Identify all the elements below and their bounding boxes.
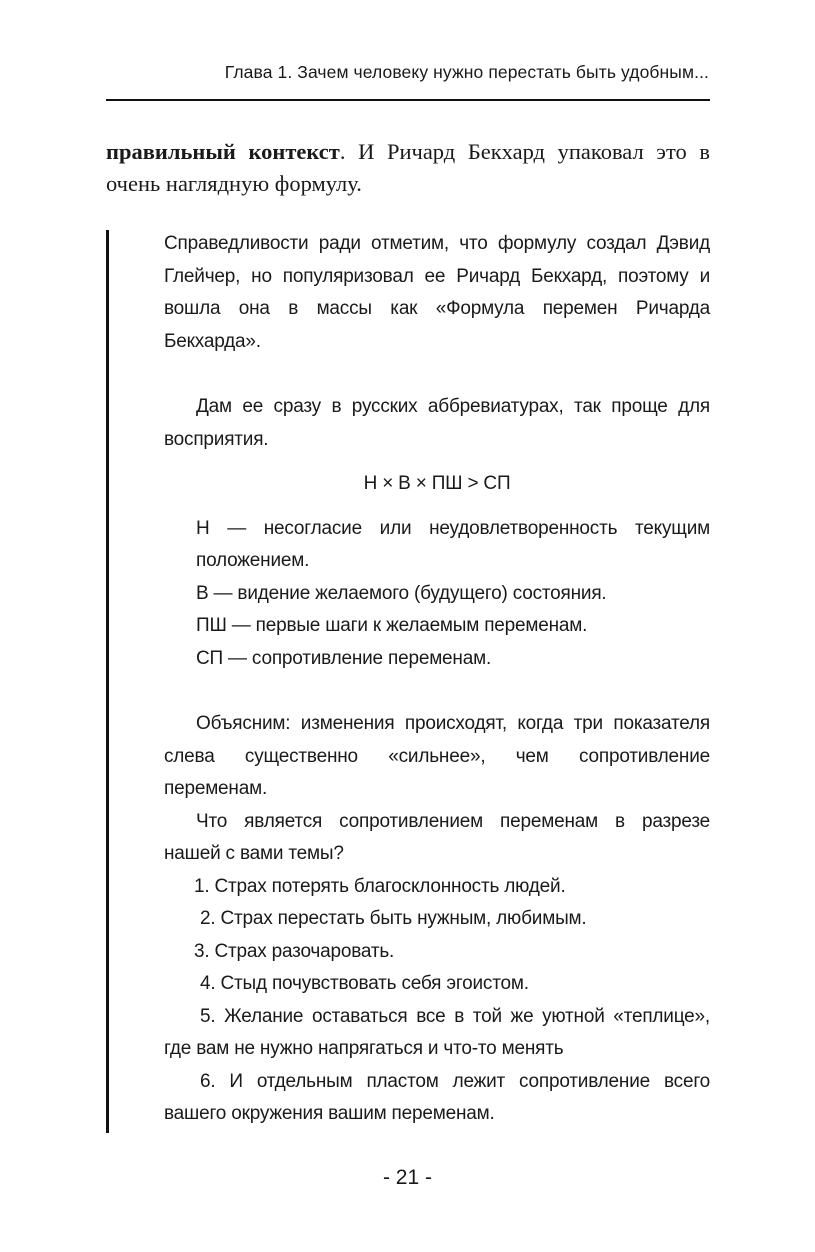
definition-item: В — видение желаемого (будущего) состояния. (196, 582, 607, 604)
sidebar-note: Справедливости ради отметим, что формулу создал Дэвид Глейчер, но популяризовал ее Ричард Бекхард, поэтому и вошла она в массы как «Формула перемен Ричарда Бекхарда». (164, 233, 710, 352)
list-item: 3. Страх разочаровать. (194, 940, 395, 962)
list-item: 2. Страх перестать быть нужным, любимым. (200, 908, 587, 929)
paragraph-gap (164, 675, 710, 708)
definition-item: СП — сопротивление переменам. (196, 647, 492, 669)
paragraph-gap (164, 358, 710, 391)
question-paragraph: Что является сопротивлением переменам в разрезе нашей с вами темы? (164, 810, 710, 864)
change-formula: Н × В × ПШ > СП (363, 473, 511, 494)
definition-item: ПШ — первые шаги к желаемым переменам. (196, 615, 588, 636)
running-header: Глава 1. Зачем человеку нужно перестать быть удобным... (224, 62, 709, 82)
list-item: 6. И отдельным пластом лежит сопротивление всего вашего окружения вашим переменам. (164, 1070, 710, 1124)
page-number: - 21 - (382, 1166, 432, 1189)
sidebar-vertical-rule (106, 230, 109, 1133)
explanation-paragraph: Объясним: изменения происходят, когда три показателя слева существенно «сильнее», чем сопротивление переменам. (164, 713, 710, 799)
definition-item: Н — несогласие или неудовлетворенность текущим положением. (196, 517, 710, 571)
list-item: 1. Страх потерять благосклонность людей. (194, 875, 566, 897)
intro-text: . И Ричард Бекхард упаковал это в очень наглядную формулу. (106, 139, 710, 196)
intro-bold-phrase: правильный контекст (106, 139, 340, 164)
sidebar-box (164, 228, 710, 1131)
list-item: 4. Стыд почувствовать себя эгоистом. (200, 973, 529, 994)
intro-paragraph (106, 136, 710, 200)
formula-lead: Дам ее сразу в русских аббревиатурах, так проще для восприятия. (164, 396, 710, 450)
header-divider (106, 99, 710, 101)
list-item: 5. Желание оставаться все в той же уютной «теплице», где вам не нужно напрягаться и что-то менять (164, 1005, 710, 1059)
